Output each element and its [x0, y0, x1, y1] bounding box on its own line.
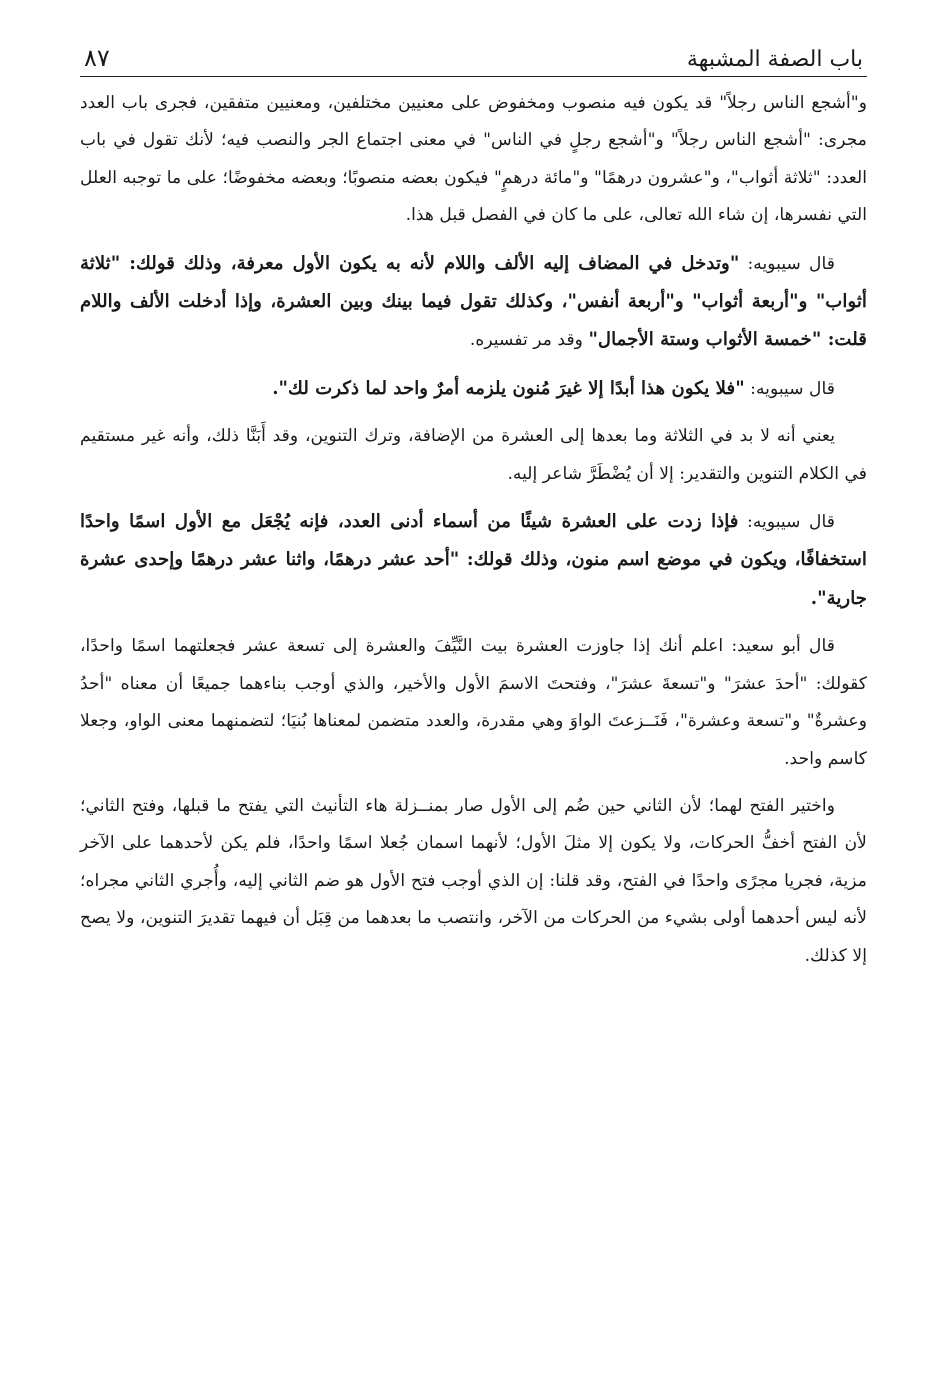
quote-attribution: قال سيبويه:: [744, 378, 835, 399]
running-title: باب الصفة المشبهة: [686, 47, 863, 72]
paragraph-2: [80, 245, 867, 360]
paragraph-suffix: وقد مر تفسيره.: [469, 330, 589, 351]
page-number: ٨٧: [84, 44, 110, 72]
running-header: [80, 30, 867, 77]
paragraph-text: و"أشجع الناس رجلاً" قد يكون فيه منصوب ومخفوض على معنيين مختلفين، ومعنيين متفقين، فجرى باب العدد مجرى: "أشجع الناس رجلاً" و"أشجع رجلٍ في الناس" في معنى اجتماع الجر والنصب فيه؛ لأنك تقول في باب العدد: "ثلاثة أثواب"، و"عشرون درهمًا" و"مائة درهمٍ" فيكون بعضه منصوبًا؛ وبعضه مخفوضًا؛ على ما توجبه العلل التي نفسرها، إن شاء الله تعالى، على ما كان في الفصل قبل هذا.: [80, 93, 867, 226]
sibawayh-quote: فإذا زدت على العشرة شيئًا من أسماء أدنى العدد، فإنه يُجْعَل مع الأول اسمًا واحدًا استخفافًا، ويكون في موضع اسم منون، وذلك قولك: "أحد عشر درهمًا، واثنا عشر درهمًا وإحدى عشرة جارية".: [80, 511, 867, 609]
quote-attribution: قال سيبويه:: [739, 253, 836, 274]
paragraph-7: [80, 788, 867, 975]
sibawayh-quote: "فلا يكون هذا أبدًا إلا غيرَ مُنون يلزمه أمرٌ واحد لما ذكرت لك".: [272, 377, 745, 399]
paragraph-text: يعني أنه لا بد في الثلاثة وما بعدها إلى العشرة من الإضافة، وترك التنوين، وقد أَبَنَّا ذلك، وأنه غير مستقيم في الكلام التنوين والتقدير: إلا أن يُضْطَرَّ شاعر إليه.: [80, 426, 867, 484]
paragraph-3: [80, 370, 867, 408]
page-body: [80, 85, 867, 975]
sibawayh-quote: "وتدخل في المضاف إليه الألف واللام لأنه به يكون الأول معرفة، وذلك قولك: "ثلاثة أثواب" و"أربعة أثواب" و"أربعة أنفس"، وكذلك تقول فيما بينك وبين العشرة، وإذا أدخلت الألف واللام قلت: "خمسة الأثواب وستة الأجمال": [80, 252, 867, 351]
book-page: [80, 30, 867, 1349]
paragraph-1: [80, 85, 867, 235]
paragraph-text: قال أبو سعيد: اعلم أنك إذا جاوزت العشرة بيت النَّيِّفَ والعشرة إلى تسعة عشر فجعلتهما اسمًا واحدًا، كقولك: "أحدَ عشرَ" و"تسعةَ عشرَ"، وفتحتَ الاسمَ الأول والأخير، والذي أوجب بناءهما جميعًا أن معناه "أحدُ وعشرةٌ" و"تسعة وعشرة"، فَنَــزعتَ الواوَ وهي مقدرة، والعدد متضمن لمعناها بُنيَا؛ لتضمنهما معنى الواو، وجعلا كاسم واحد.: [80, 636, 867, 769]
quote-attribution: قال سيبويه:: [738, 512, 835, 533]
paragraph-6: [80, 628, 867, 778]
paragraph-5: [80, 503, 867, 618]
paragraph-text: واختير الفتح لهما؛ لأن الثاني حين ضُم إلى الأول صار بمنــزلة هاء التأنيث التي يفتح ما قبلها، وفتح الثاني؛ لأن الفتح أخفُّ الحركات، ولا يكون إلا مثلَ الأول؛ لأنهما اسمان جُعلا اسمًا واحدًا، فلم يكن لأحدهما على الآخر مزية، فجريا مجرًى واحدًا في الفتح، وقد قلنا: إن الذي أوجب فتح الأول هو ضم الثاني إليه، وأُجري الثاني مجراه؛ لأنه ليس أحدهما أولى بشيء من الحركات من الآخر، وانتصب ما بعدهما من قِبَل أن فيهما تقديرَ التنوين، ولا يصح إلا كذلك.: [80, 795, 867, 966]
paragraph-4: [80, 418, 867, 493]
